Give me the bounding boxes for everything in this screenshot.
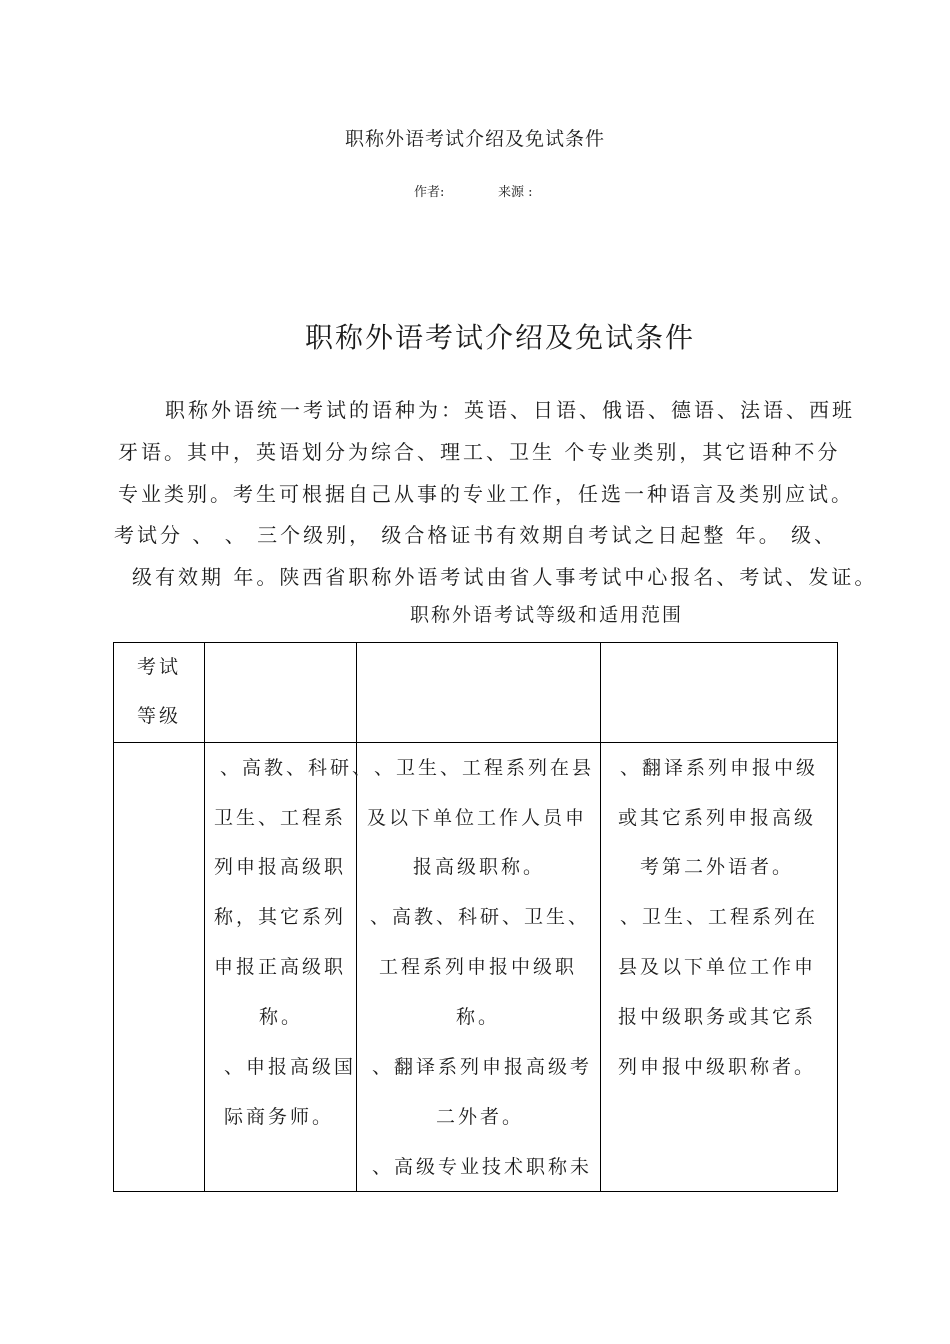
cell-line: 际商务师。	[224, 1106, 335, 1128]
cell-line: 、卫生、工程系列在	[620, 906, 819, 928]
cell-line: 称。	[456, 1006, 501, 1028]
table-border-bottom	[113, 1191, 837, 1192]
cell-line: 工程系列申报中级职	[379, 956, 578, 978]
cell-line: 及以下单位工作人员申	[367, 807, 588, 829]
cell-line: 、高级专业技术职称未	[372, 1156, 593, 1178]
table-col-divider	[356, 642, 357, 1192]
table-header-cell: 考试	[137, 656, 182, 678]
table-border-left	[113, 642, 114, 1192]
paragraph-line: 级有效期 年。陕西省职称外语考试由省人事考试中心报名、考试、发证。	[132, 565, 878, 589]
cell-line: 卫生、工程系	[214, 807, 347, 829]
main-title: 职称外语考试介绍及免试条件	[304, 321, 695, 354]
cell-line: 县及以下单位工作申	[618, 956, 817, 978]
paragraph-line: 专业类别。考生可根据自己从事的专业工作，任选一种语言及类别应试。	[118, 482, 854, 506]
cell-line: 考第二外语者。	[640, 856, 795, 878]
cell-line: 列申报高级职	[214, 856, 347, 878]
table-caption: 职称外语考试等级和适用范围	[410, 604, 684, 626]
cell-line: 报中级职务或其它系	[618, 1006, 817, 1028]
table-border-top	[113, 642, 837, 643]
paragraph-line: 职称外语统一考试的语种为：英语、日语、俄语、德语、法语、西班	[165, 398, 855, 422]
cell-line: 报高级职称。	[413, 856, 546, 878]
cell-line: 、翻译系列申报高级考	[372, 1056, 593, 1078]
paragraph-line: 牙语。其中，英语划分为综合、理工、卫生 个专业类别，其它语种不分	[118, 440, 841, 464]
author-label: 作者:	[414, 185, 445, 200]
source-label: 来源 :	[498, 185, 533, 200]
paragraph-line: 考试分 、 、 三个级别， 级合格证书有效期自考试之日起整 年。 级、	[114, 523, 838, 547]
cell-line: 、高教、科研、卫生、	[370, 906, 591, 928]
cell-line: 、高教、科研、	[220, 757, 375, 779]
table-row-divider	[113, 742, 837, 743]
table-col-divider	[600, 642, 601, 1192]
document-header-title: 职称外语考试介绍及免试条件	[344, 128, 605, 150]
cell-line: 称，其它系列	[214, 906, 347, 928]
cell-line: 、卫生、工程系列在县	[374, 757, 595, 779]
table-border-right	[837, 642, 838, 1192]
cell-line: 、翻译系列申报中级	[620, 757, 819, 779]
cell-line: 二外者。	[436, 1106, 525, 1128]
cell-line: 称。	[259, 1006, 304, 1028]
cell-line: 或其它系列申报高级	[618, 807, 817, 829]
table-header-cell: 等级	[137, 705, 182, 727]
cell-line: 列申报中级职称者。	[618, 1056, 817, 1078]
cell-line: 、申报高级国	[224, 1056, 357, 1078]
table-col-divider	[204, 642, 205, 1192]
cell-line: 申报正高级职	[214, 956, 347, 978]
